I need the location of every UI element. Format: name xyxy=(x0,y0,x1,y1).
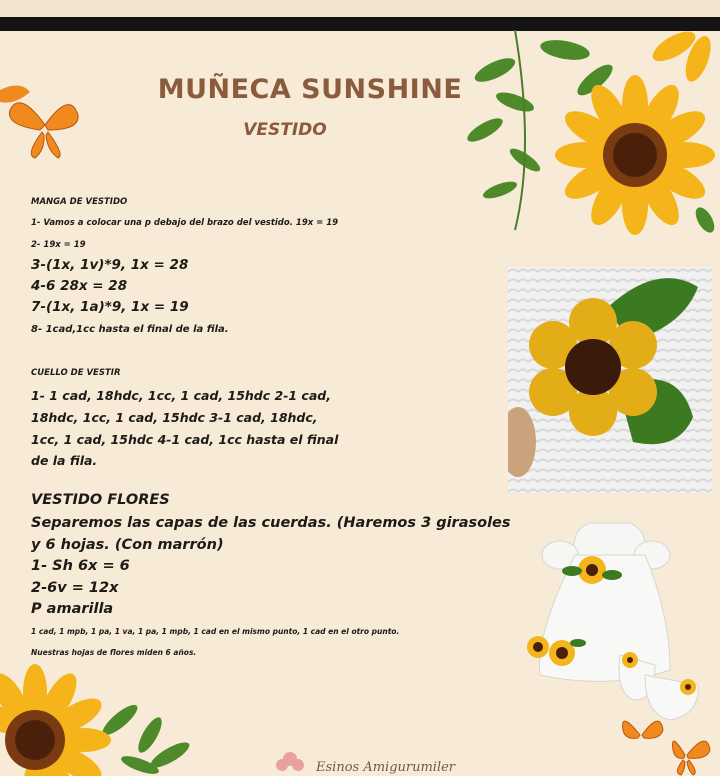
top-strip xyxy=(0,0,720,18)
flores-intro-2: y 6 hojas. (Con marrón) xyxy=(31,537,224,553)
flores-note-2: Nuestras hojas de flores miden 6 años. xyxy=(31,648,197,657)
manga-step-8: 8- 1cad,1cc hasta el final de la fila. xyxy=(31,324,229,335)
cuello-heading: CUELLO DE VESTIR xyxy=(31,368,121,378)
flores-step-2: 2-6v = 12x xyxy=(31,580,119,596)
manga-heading: MANGA DE VESTIDO xyxy=(31,197,128,207)
flores-color: P amarilla xyxy=(31,601,114,617)
manga-step-1: 1- Vamos a colocar una p debajo del brazo del vestido. 19x = 19 xyxy=(31,218,339,228)
flower-logo-icon xyxy=(270,745,310,776)
manga-step-4: 4-6 28x = 28 xyxy=(31,278,128,294)
cuello-line-2: 18hdc, 1cc, 1 cad, 15hdc 3-1 cad, 18hdc, xyxy=(31,410,318,425)
manga-step-2: 2- 19x = 19 xyxy=(31,240,86,250)
manga-step-3: 3-(1x, 1v)*9, 1x = 28 xyxy=(31,257,189,273)
footer-signature: Esinos Amigurumiler xyxy=(316,760,456,775)
page-subtitle: VESTIDO xyxy=(243,120,327,140)
flores-note-1: 1 cad, 1 mpb, 1 pa, 1 va, 1 pa, 1 mpb, 1 cad en el mismo punto, 1 cad en el otro punto. xyxy=(31,627,400,636)
top-bar xyxy=(0,17,720,31)
butterfly-icon xyxy=(0,80,85,160)
manga-step-7: 7-(1x, 1a)*9, 1x = 19 xyxy=(31,299,189,315)
cuello-line-1: 1- 1 cad, 18hdc, 1cc, 1 cad, 15hdc 2-1 cad, xyxy=(31,388,331,403)
crochet-dress-illustration xyxy=(520,515,710,730)
sunflower-bottom-decoration xyxy=(0,660,210,776)
sunflower-leaves-decoration xyxy=(455,30,720,270)
flores-heading: VESTIDO FLORES xyxy=(31,492,170,508)
butterflies-bottom-icon xyxy=(615,705,720,776)
flores-step-1: 1- Sh 6x = 6 xyxy=(31,558,130,574)
cuello-line-4: de la fila. xyxy=(31,453,98,468)
crochet-sunflower-photo xyxy=(508,267,712,493)
page-title: MUÑECA SUNSHINE xyxy=(157,74,463,105)
cuello-line-3: 1cc, 1 cad, 15hdc 4-1 cad, 1cc hasta el final xyxy=(31,432,339,447)
flores-intro-1: Separemos las capas de las cuerdas. (Haremos 3 girasoles xyxy=(31,515,511,531)
